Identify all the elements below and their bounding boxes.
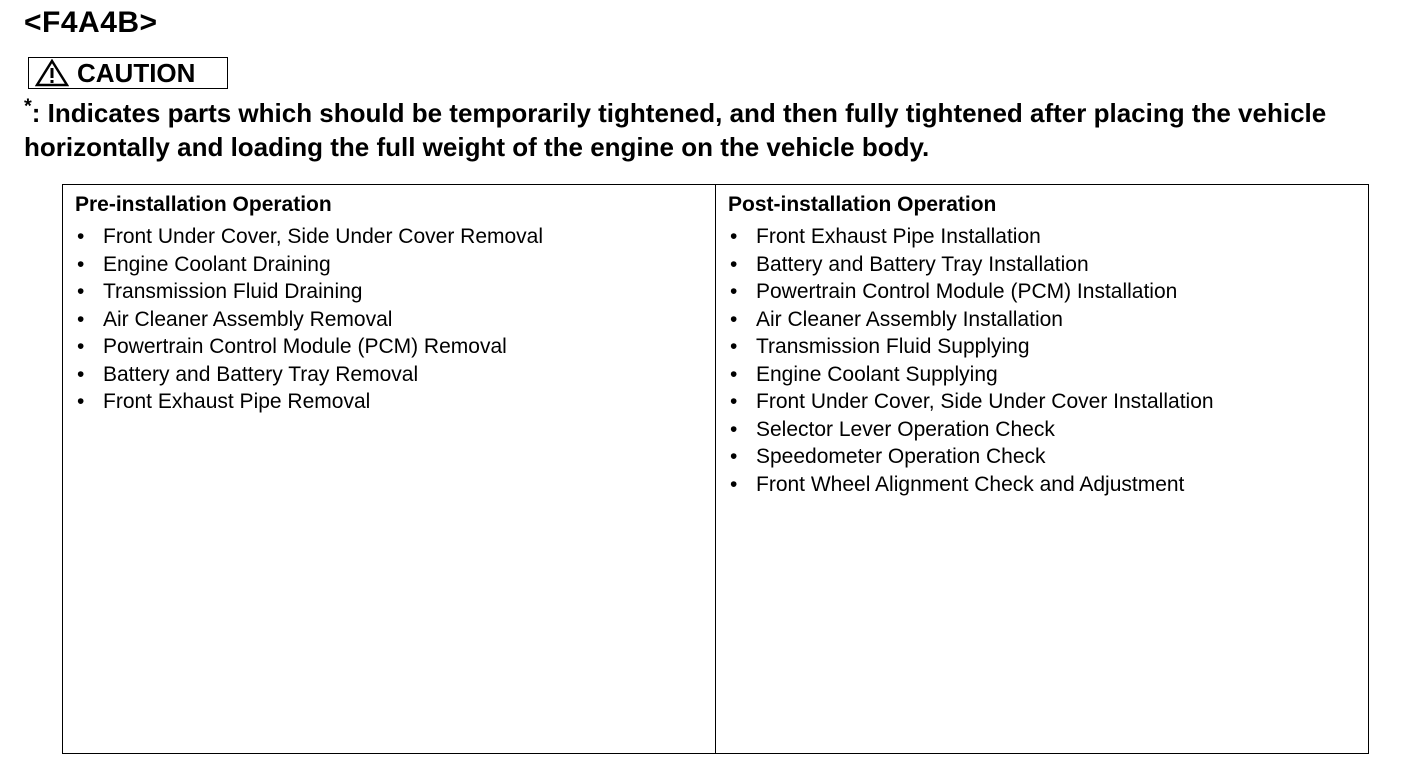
- list-item: • Transmission Fluid Draining: [75, 278, 703, 306]
- list-item: • Front Exhaust Pipe Removal: [75, 388, 703, 416]
- pre-installation-column: [63, 185, 715, 753]
- list-item: • Front Under Cover, Side Under Cover Installation: [728, 388, 1356, 416]
- post-installation-header: Post-installation Operation: [728, 193, 997, 216]
- note-text: : Indicates parts which should be temporarily tightened, and then fully tightened after placing the vehicle horizontally and loading the full weight of the engine on the vehicle body.: [24, 98, 1327, 162]
- post-installation-column: [715, 185, 1368, 753]
- list-item: • Powertrain Control Module (PCM) Removal: [75, 333, 703, 361]
- list-item: • Battery and Battery Tray Removal: [75, 361, 703, 389]
- list-item: • Speedometer Operation Check: [728, 443, 1356, 471]
- list-item: • Air Cleaner Assembly Installation: [728, 306, 1356, 334]
- warning-triangle-icon: [35, 59, 69, 87]
- list-item: • Powertrain Control Module (PCM) Installation: [728, 278, 1356, 306]
- list-item: • Engine Coolant Supplying: [728, 361, 1356, 389]
- list-item: • Front Under Cover, Side Under Cover Removal: [75, 223, 703, 251]
- list-item: • Front Exhaust Pipe Installation: [728, 223, 1356, 251]
- list-item: • Transmission Fluid Supplying: [728, 333, 1356, 361]
- tightening-note: [24, 96, 1394, 164]
- list-item: • Front Wheel Alignment Check and Adjustment: [728, 471, 1356, 499]
- list-item: • Air Cleaner Assembly Removal: [75, 306, 703, 334]
- operations-table: [62, 184, 1369, 754]
- list-item: • Battery and Battery Tray Installation: [728, 251, 1356, 279]
- document-code: <F4A4B>: [24, 6, 158, 39]
- post-installation-list: [728, 223, 1356, 498]
- pre-installation-list: [75, 223, 703, 416]
- caution-box: [28, 57, 228, 89]
- list-item: • Selector Lever Operation Check: [728, 416, 1356, 444]
- caution-label: CAUTION: [77, 57, 196, 88]
- note-marker: *: [24, 95, 32, 118]
- pre-installation-header: Pre-installation Operation: [75, 193, 332, 216]
- list-item: • Engine Coolant Draining: [75, 251, 703, 279]
